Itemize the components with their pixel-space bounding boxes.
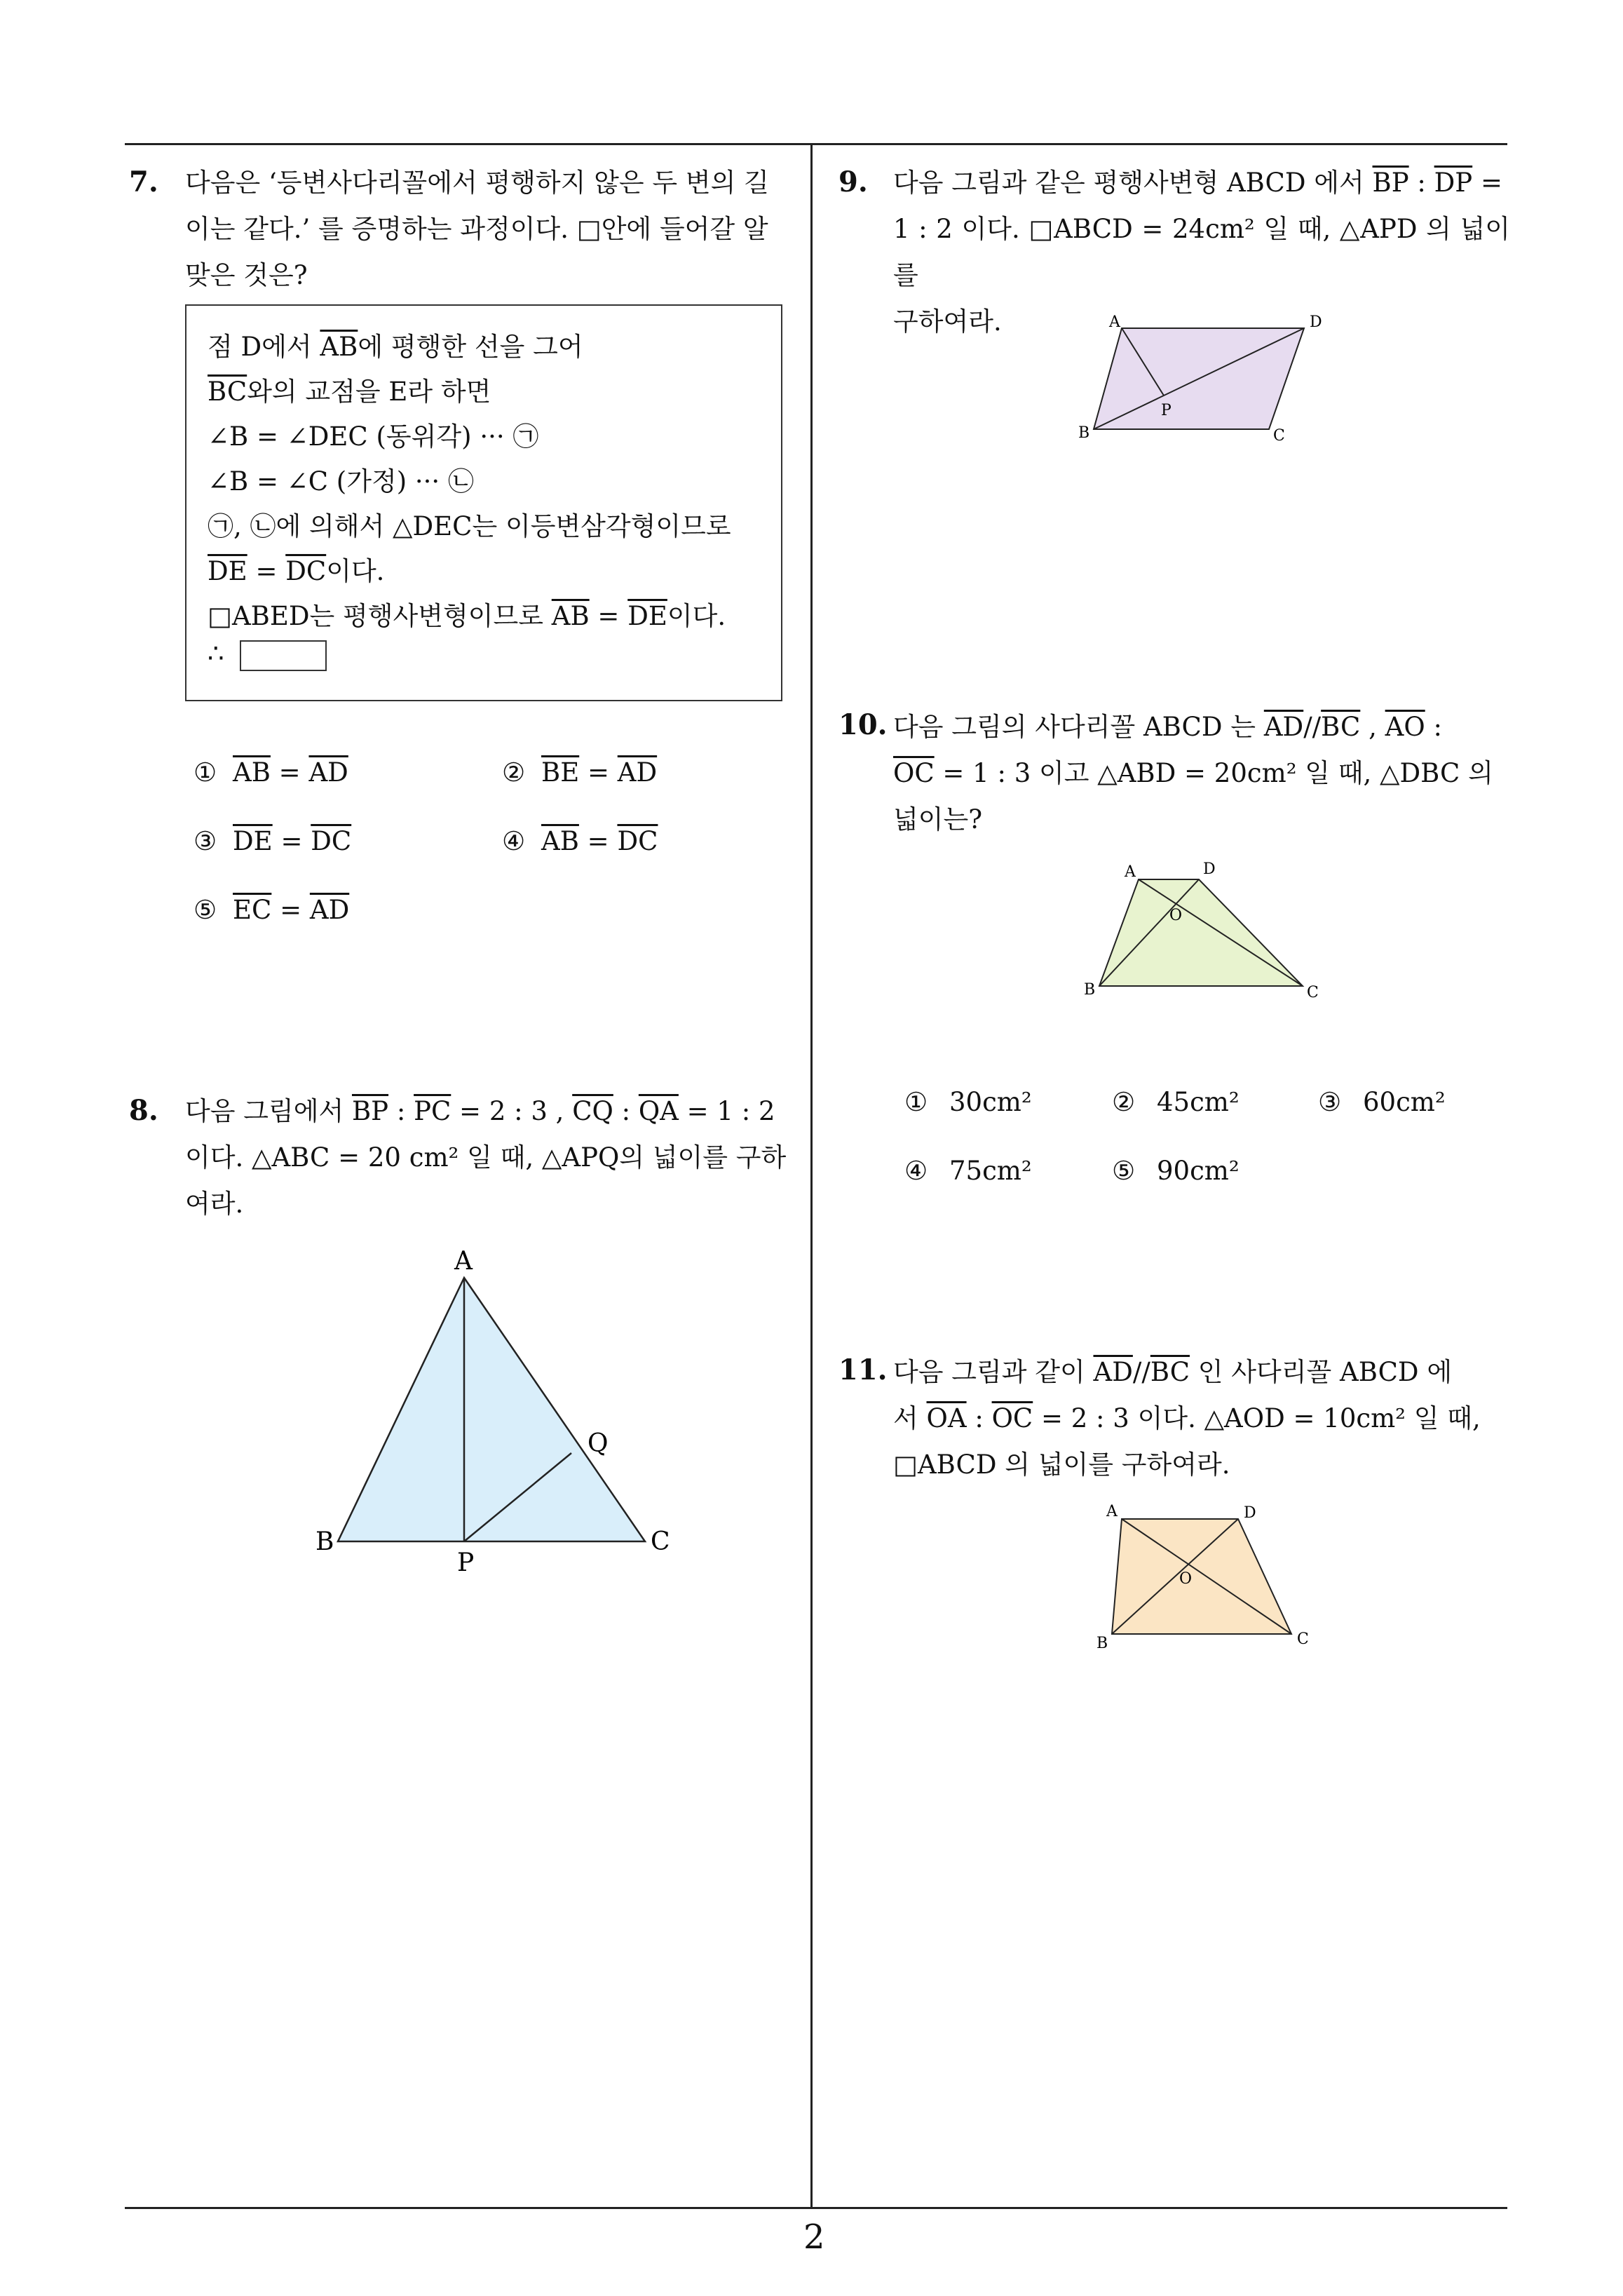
label-p: P <box>1161 402 1172 419</box>
q10-line-2: $\overline{OC} = 1$ : 3 이고 △ABD = 20cm² 일 때, △DBC 의 <box>893 758 1493 788</box>
proof-line-1: 점 D에서 $\overline{AB}$에 평행한 선을 그어 <box>208 332 583 362</box>
q7-choice-4[interactable]: ④ $\overline{AB} = \overline{DC}$ <box>502 826 658 856</box>
q8-triangle-figure <box>294 1241 701 1585</box>
trapezoid-abcd <box>1112 1519 1291 1634</box>
q7-choice-2[interactable]: ② $\overline{BE} = \overline{AD}$ <box>502 757 658 788</box>
q7-line-3: 맞은 것은? <box>185 260 308 290</box>
trapezoid-abcd <box>1099 879 1303 986</box>
q9-parallelogram-figure <box>1066 309 1332 449</box>
therefore-symbol: ∴ <box>208 638 224 668</box>
proof-line-7: □ABED는 평행사변형이므로 $\overline{AB} = \overline{DE}$이다. <box>208 601 726 631</box>
q9-line-1: 다음 그림과 같은 평행사변형 ABCD 에서 $\overline{BP}$ : $\overline{DP}$ = <box>893 168 1502 198</box>
q7-text <box>185 160 802 299</box>
label-b: B <box>1096 1635 1108 1652</box>
q8-line-1: 다음 그림에서 $\overline{BP}$ : $\overline{PC} = 2$ : 3 , $\overline{CQ}$ : $\overline{QA} = 1$ : 2 <box>185 1096 775 1126</box>
bottom-rule <box>125 2207 1507 2209</box>
proof-line-5: ㉠, ㉡에 의해서 △DEC는 이등변삼각형이므로 <box>208 511 731 541</box>
label-c: C <box>1273 427 1285 445</box>
label-p: P <box>457 1548 475 1577</box>
q10-choice-4[interactable]: ④ 75cm² <box>904 1156 1032 1186</box>
q7-proof-box <box>185 304 782 701</box>
proof-line-6: $\overline{DE} = \overline{DC}$이다. <box>208 556 385 586</box>
q10-choice-5[interactable]: ⑤ 90cm² <box>1112 1156 1240 1186</box>
label-c: C <box>1307 984 1319 1001</box>
q9-line-2: 1 : 2 이다. □ABCD = 24cm² 일 때, △APD 의 넓이를 <box>893 214 1510 290</box>
label-b: B <box>1078 424 1090 442</box>
label-a: A <box>1106 1503 1118 1520</box>
label-a: A <box>1109 313 1120 331</box>
q10-choice-2[interactable]: ② 45cm² <box>1112 1087 1240 1117</box>
q10-choice-3[interactable]: ③ 60cm² <box>1318 1087 1446 1117</box>
label-a: A <box>1125 863 1136 881</box>
q11-number: 11. <box>838 1353 888 1386</box>
q9-number: 9. <box>838 166 868 198</box>
triangle-abc <box>338 1278 645 1541</box>
label-b: B <box>315 1527 334 1556</box>
column-divider <box>810 143 813 2209</box>
label-b: B <box>1084 981 1096 999</box>
q8-line-2: 이다. △ABC = 20 cm² 일 때, △APQ의 넓이를 구하 <box>185 1142 787 1173</box>
proof-line-therefore <box>208 638 327 671</box>
label-a: A <box>454 1247 473 1276</box>
top-rule <box>125 143 1507 145</box>
proof-line-4: ∠B = ∠C (가정) ··· ㉡ <box>208 466 474 497</box>
label-o: O <box>1169 907 1183 924</box>
q11-trapezoid-figure <box>1080 1501 1346 1655</box>
q7-number: 7. <box>129 166 158 198</box>
q8-number: 8. <box>129 1094 158 1127</box>
q10-line-1: 다음 그림의 사다리꼴 ABCD 는 $\overline{AD}//\overline{BC}$ , $\overline{AO}$ : <box>893 712 1442 742</box>
q7-choice-1[interactable]: ① $\overline{AB} = \overline{AD}$ <box>193 757 348 788</box>
label-c: C <box>1297 1630 1309 1648</box>
q10-line-3: 넓이는? <box>893 804 983 835</box>
proof-line-2: $\overline{BC}$와의 교점을 E라 하면 <box>208 377 491 407</box>
answer-blank-box <box>240 640 327 671</box>
label-d: D <box>1310 313 1322 331</box>
q9-line-3: 구하여라. <box>893 306 1002 337</box>
label-q: Q <box>588 1429 609 1458</box>
q11-line-2: 서 $\overline{OA}$ : $\overline{OC} = 2$ : 3 이다. △AOD = 10cm² 일 때, <box>893 1403 1481 1433</box>
q10-choice-1[interactable]: ① 30cm² <box>904 1087 1032 1117</box>
q7-line-2: 이는 같다.’ 를 증명하는 과정이다. □안에 들어갈 알 <box>185 214 768 244</box>
q7-choice-5[interactable]: ⑤ $\overline{EC} = \overline{AD}$ <box>193 895 350 925</box>
label-c: C <box>651 1527 670 1556</box>
label-o: O <box>1179 1570 1193 1588</box>
q11-line-1: 다음 그림과 같이 $\overline{AD}//\overline{BC}$ 인 사다리꼴 ABCD 에 <box>893 1357 1453 1387</box>
proof-line-3: ∠B = ∠DEC (동위각) ··· ㉠ <box>208 421 539 452</box>
label-d: D <box>1244 1504 1256 1522</box>
page-number: 2 <box>803 2217 825 2257</box>
q10-text <box>893 704 1510 843</box>
q8-text <box>185 1088 802 1227</box>
q11-text <box>893 1349 1510 1488</box>
label-d: D <box>1203 860 1216 878</box>
q7-choice-3[interactable]: ③ $\overline{DE} = \overline{DC}$ <box>193 826 352 856</box>
q11-line-3: □ABCD 의 넓이를 구하여라. <box>893 1450 1230 1480</box>
q10-number: 10. <box>838 708 888 741</box>
q8-line-3: 여라. <box>185 1189 244 1219</box>
q7-line-1: 다음은 ‘등변사다리꼴에서 평행하지 않은 두 변의 길 <box>185 168 769 198</box>
q10-trapezoid-figure <box>1066 849 1332 1010</box>
